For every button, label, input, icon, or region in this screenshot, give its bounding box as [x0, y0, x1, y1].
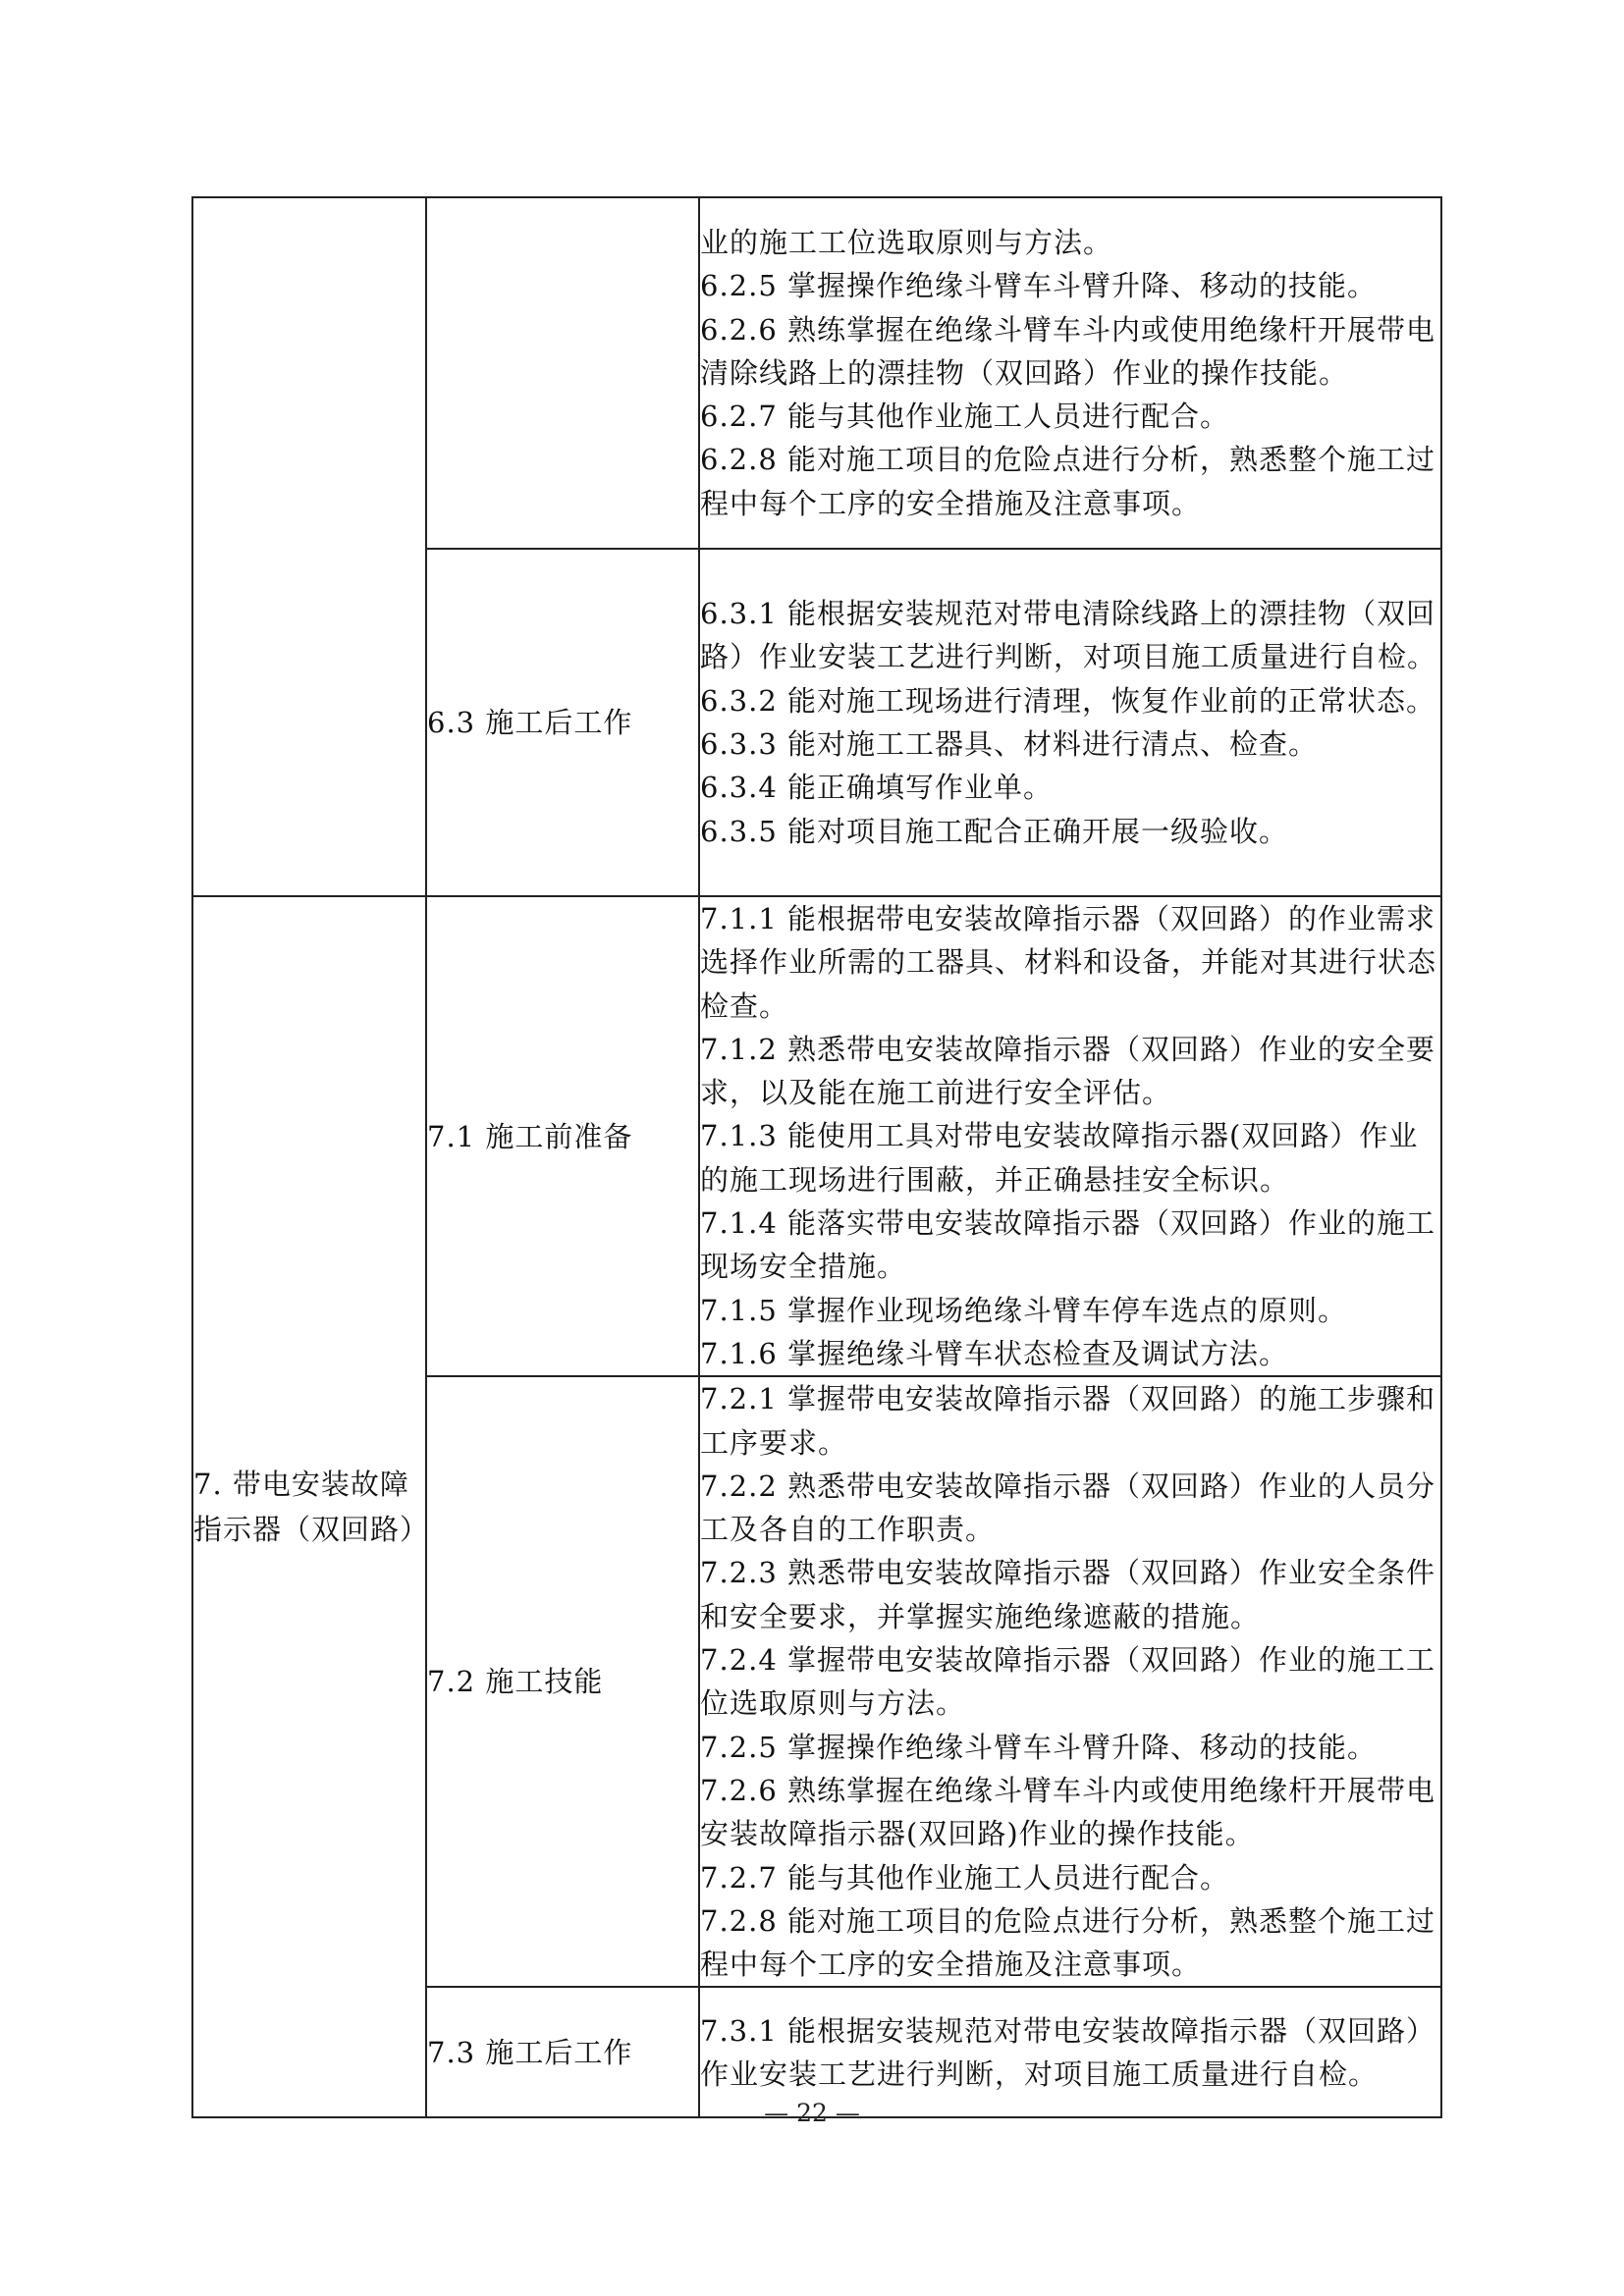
content-item: 7.2.5 掌握操作绝缘斗臂车斗臂升降、移动的技能。: [700, 1730, 1378, 1764]
content-item: 7.1.3 能使用工具对带电安装故障指示器(双回路）作业的施工现场进行围蔽，并正确悬挂安全标识。: [700, 1119, 1419, 1197]
content-item: 7.1.2 熟悉带电安装故障指示器（双回路）作业的安全要求，以及能在施工前进行安全评估。: [700, 1032, 1436, 1110]
content-item: 6.2.5 掌握操作绝缘斗臂车斗臂升降、移动的技能。: [700, 269, 1378, 303]
content-item: 6.2.8 能对施工项目的危险点进行分析，熟悉整个施工过程中每个工序的安全措施及注意事项。: [700, 443, 1436, 520]
skills-table: [191, 196, 1442, 2118]
content-item: 7.1.5 掌握作业现场绝缘斗臂车停车选点的原则。: [700, 1293, 1348, 1327]
content-item: 7.2.7 能与其他作业施工人员进行配合。: [700, 1860, 1230, 1895]
unit-cell-6-3: 6.3 施工后工作: [426, 549, 699, 896]
content-item: 7.1.4 能落实带电安装故障指示器（双回路）作业的施工现场安全措施。: [700, 1206, 1436, 1284]
unit-cell-7-1: 7.1 施工前准备: [426, 896, 699, 1376]
content-item: 7.2.3 熟悉带电安装故障指示器（双回路）作业安全条件和安全要求，并掌握实施绝缘遮蔽的措施。: [700, 1556, 1436, 1633]
table-row: [192, 896, 1441, 1376]
content-item: 6.3.3 能对施工工器具、材料进行清点、检查。: [700, 727, 1319, 761]
content-cell-7-1: [699, 896, 1441, 1376]
content-item: 7.2.4 掌握带电安装故障指示器（双回路）作业的施工工位选取原则与方法。: [700, 1643, 1436, 1721]
content-item: 7.2.8 能对施工项目的危险点进行分析，熟悉整个施工过程中每个工序的安全措施及注意事项。: [700, 1903, 1436, 1982]
unit-cell-7-2: 7.2 施工技能: [426, 1376, 699, 1987]
content-item: 业的施工工位选取原则与方法。: [700, 225, 1113, 259]
content-item: 7.2.6 熟练掌握在绝缘斗臂车斗内或使用绝缘杆开展带电安装故障指示器(双回路)作业的操作技能。: [700, 1773, 1436, 1851]
content-item: 7.2.2 熟悉带电安装故障指示器（双回路）作业的人员分工及各自的工作职责。: [700, 1468, 1436, 1547]
content-cell-6-2: [699, 197, 1441, 549]
content-cell-6-3: [699, 549, 1441, 896]
content-item: 7.2.1 掌握带电安装故障指示器（双回路）的施工步骤和工序要求。: [700, 1382, 1436, 1460]
table-row: [192, 197, 1441, 549]
module-cell-6: [192, 197, 426, 896]
content-item: 6.3.4 能正确填写作业单。: [700, 771, 1054, 805]
content-item: 6.2.6 熟练掌握在绝缘斗臂车斗内或使用绝缘杆开展带电清除线路上的漂挂物（双回路）作业的操作技能。: [700, 312, 1436, 390]
content-cell-7-2: [699, 1376, 1441, 1987]
content-item: 6.3.1 能根据安装规范对带电清除线路上的漂挂物（双回路）作业安装工艺进行判断，对项目施工质量进行自检。: [700, 597, 1437, 674]
content-item: 7.3.1 能根据安装规范对带电安装故障指示器（双回路）作业安装工艺进行判断，对项目施工质量进行自检。: [700, 2013, 1436, 2091]
page-number: — 22 —: [764, 2099, 860, 2127]
unit-cell-7-3: 7.3 施工后工作: [426, 1987, 699, 2117]
content-item: 7.1.1 能根据带电安装故障指示器（双回路）的作业需求选择作业所需的工器具、材料和设备，并能对其进行状态检查。: [700, 902, 1437, 1023]
content-item: 6.2.7 能与其他作业施工人员进行配合。: [700, 400, 1230, 434]
module-cell-7: 7. 带电安装故障指示器（双回路）: [192, 896, 426, 2117]
content-item: 6.3.2 能对施工现场进行清理，恢复作业前的正常状态。: [700, 683, 1436, 718]
unit-cell-6-2: [426, 197, 699, 549]
content-item: 7.1.6 掌握绝缘斗臂车状态检查及调试方法。: [700, 1336, 1289, 1370]
content-item: 6.3.5 能对项目施工配合正确开展一级验收。: [700, 814, 1289, 848]
